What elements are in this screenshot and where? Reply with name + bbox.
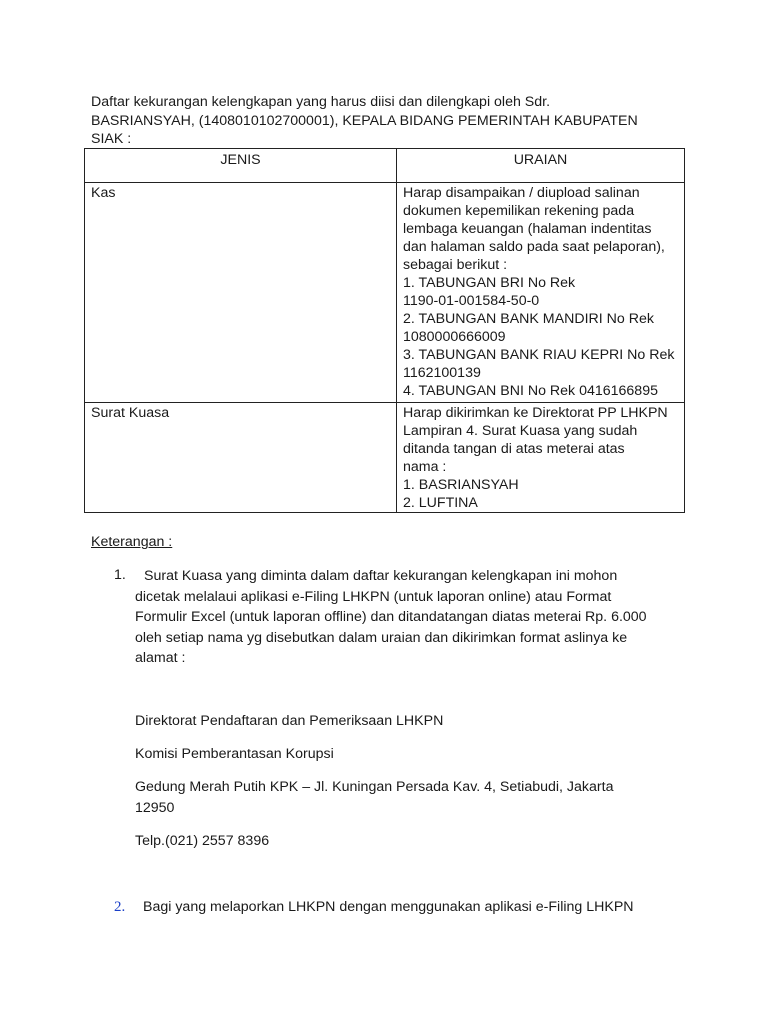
- item1-line: oleh setiap nama yg disebutkan dalam uraian dan dikirimkan format aslinya ke: [135, 629, 628, 646]
- uraian-line: dokumen kepemilikan rekening pada: [403, 203, 635, 219]
- cell-jenis: Surat Kuasa: [85, 403, 397, 513]
- uraian-line: nama :: [403, 459, 447, 475]
- list-item-2-text: Bagi yang melaporkan LHKPN dengan menggunakan aplikasi e-Filing LHKPN: [143, 899, 634, 915]
- item1-line: Surat Kuasa yang diminta dalam daftar kekurangan kelengkapan ini mohon: [144, 568, 618, 584]
- uraian-line: 1080000666009: [403, 329, 506, 345]
- uraian-line: Lampiran 4. Surat Kuasa yang sudah: [403, 423, 638, 439]
- list-item-1-text: [135, 566, 675, 669]
- table-row: [85, 403, 685, 513]
- cell-uraian: [397, 403, 685, 513]
- header-jenis: JENIS: [85, 149, 397, 183]
- uraian-line: 1190-01-001584-50-0: [403, 293, 540, 309]
- item1-line: alamat :: [135, 650, 186, 666]
- uraian-line: 4. TABUNGAN BNI No Rek 0416166895: [403, 383, 658, 399]
- uraian-line: Harap dikirimkan ke Direktorat PP LHKPN: [403, 405, 668, 421]
- uraian-line: 3. TABUNGAN BANK RIAU KEPRI No Rek: [403, 347, 675, 363]
- address-commission: Komisi Pemberantasan Korupsi: [135, 746, 334, 762]
- keterangan-label: Keterangan :: [91, 534, 173, 550]
- uraian-line: Harap disampaikan / diupload salinan: [403, 185, 640, 201]
- uraian-line: 1. TABUNGAN BRI No Rek: [403, 275, 576, 291]
- address-phone: Telp.(021) 2557 8396: [135, 833, 270, 849]
- address-org: Direktorat Pendaftaran dan Pemeriksaan LHKPN: [135, 713, 444, 729]
- uraian-line: 1. BASRIANSYAH: [403, 477, 519, 493]
- address-street: [135, 777, 675, 818]
- list-number-2: 2.: [114, 899, 126, 915]
- deficiency-table: [84, 148, 685, 513]
- uraian-line: 1162100139: [403, 365, 481, 381]
- item1-line: Formulir Excel (untuk laporan offline) dan ditandatangan diatas meterai Rp. 6.000: [135, 609, 647, 625]
- header-uraian: URAIAN: [397, 149, 685, 183]
- list-number-1: 1.: [114, 567, 126, 583]
- intro-paragraph: [91, 93, 671, 149]
- table-header-row: [85, 149, 685, 183]
- uraian-line: 2. LUFTINA: [403, 495, 478, 511]
- uraian-line: dan halaman saldo pada saat pelaporan),: [403, 239, 665, 255]
- intro-line: SIAK :: [91, 131, 132, 147]
- intro-line: Daftar kekurangan kelengkapan yang harus diisi dan dilengkapi oleh Sdr.: [91, 94, 551, 110]
- uraian-line: sebagai berikut :: [403, 257, 508, 273]
- uraian-line: 2. TABUNGAN BANK MANDIRI No Rek: [403, 311, 654, 327]
- address-street-line: Gedung Merah Putih KPK – Jl. Kuningan Persada Kav. 4, Setiabudi, Jakarta: [135, 779, 614, 795]
- address-street-line: 12950: [135, 799, 175, 816]
- table-row: [85, 183, 685, 403]
- uraian-line: lembaga keuangan (halaman indentitas: [403, 221, 652, 237]
- uraian-line: ditanda tangan di atas meterai atas: [403, 441, 625, 457]
- intro-line: BASRIANSYAH, (1408010102700001), KEPALA BIDANG PEMERINTAH KABUPATEN: [91, 112, 638, 129]
- cell-uraian: [397, 183, 685, 403]
- cell-jenis: Kas: [85, 183, 397, 403]
- item1-line: dicetak melalaui aplikasi e-Filing LHKPN (untuk laporan online) atau Format: [135, 588, 612, 605]
